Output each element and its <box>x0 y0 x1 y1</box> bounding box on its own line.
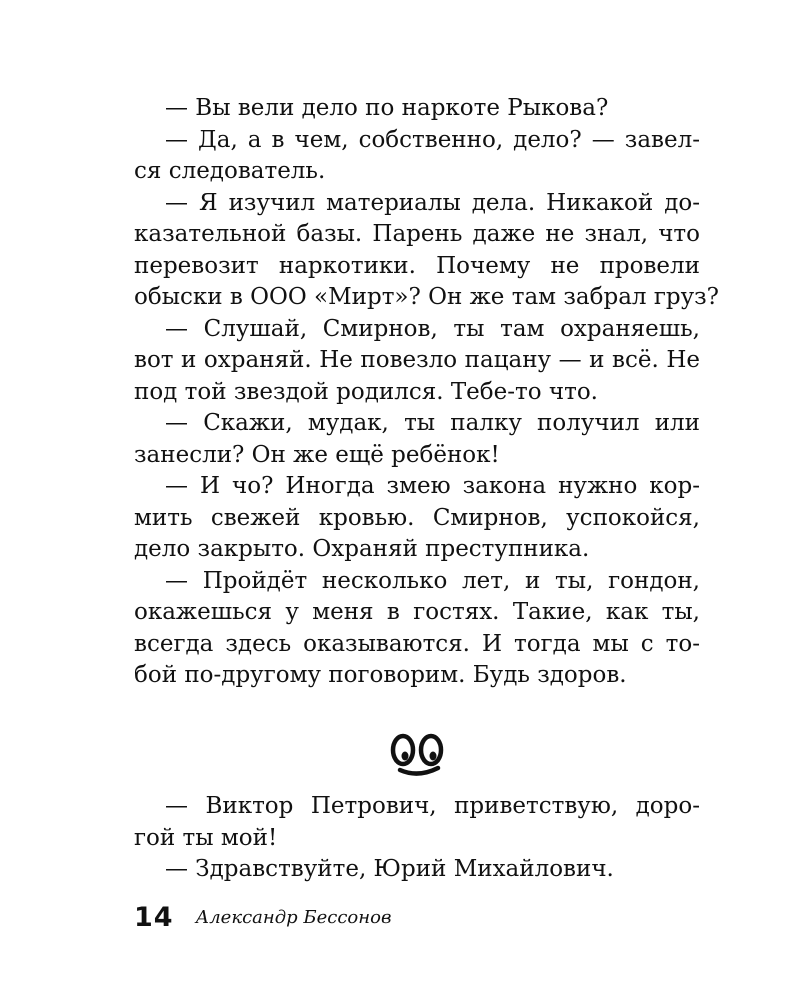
text-line: под той звездой родился. Тебе-то что. <box>134 378 598 405</box>
text-line: мить свежей кровью. Смирнов, успокойся, <box>134 504 700 531</box>
text-line: гой ты мой! <box>134 824 278 851</box>
page-number: 14 <box>134 901 174 933</box>
text-line: перевозит наркотики. Почему не провели <box>134 252 700 279</box>
running-title: Александр Бессонов <box>195 906 392 928</box>
text-line: бой по-другому поговорим. Будь здоров. <box>134 662 627 688</box>
text-line: — Здравствуйте, Юрий Михайлович. <box>165 856 614 882</box>
text-line: — И чо? Иногда змею закона нужно кор- <box>165 473 700 499</box>
text-line: — Слушай, Смирнов, ты там охраняешь, <box>165 315 700 342</box>
text-line: занесли? Он же ещё ребёнок! <box>134 441 500 468</box>
text-line: — Я изучил материалы дела. Никакой до- <box>165 189 700 216</box>
text-line: — Вы вели дело по наркоте Рыкова? <box>165 95 609 121</box>
text-line: обыски в ООО «Мирт»? Он же там забрал груз? <box>134 284 720 310</box>
body-text-top <box>134 93 720 692</box>
text-line: — Скажи, мудак, ты палку получил или <box>165 410 700 436</box>
text-line: казательной базы. Парень даже не знал, что <box>134 221 700 247</box>
text-line: — Пройдёт несколько лет, и ты, гондон, <box>165 567 700 594</box>
text-line: всегда здесь оказываются. И тогда мы с то- <box>134 630 700 657</box>
body-text-bottom <box>134 791 700 886</box>
text-line: — Виктор Петрович, приветствую, доро- <box>165 793 700 819</box>
text-line: — Да, а в чем, собственно, дело? — завел- <box>165 126 700 153</box>
text-line: вот и охраняй. Не повезло пацану — и всё. Не <box>134 347 700 373</box>
text-line: ся следователь. <box>134 158 326 184</box>
page-footer <box>134 900 391 934</box>
smiley-face-icon <box>388 728 448 784</box>
text-line: окажешься у меня в гостях. Такие, как ты, <box>134 599 700 625</box>
text-line: дело закрыто. Охраняй преступника. <box>134 536 590 562</box>
